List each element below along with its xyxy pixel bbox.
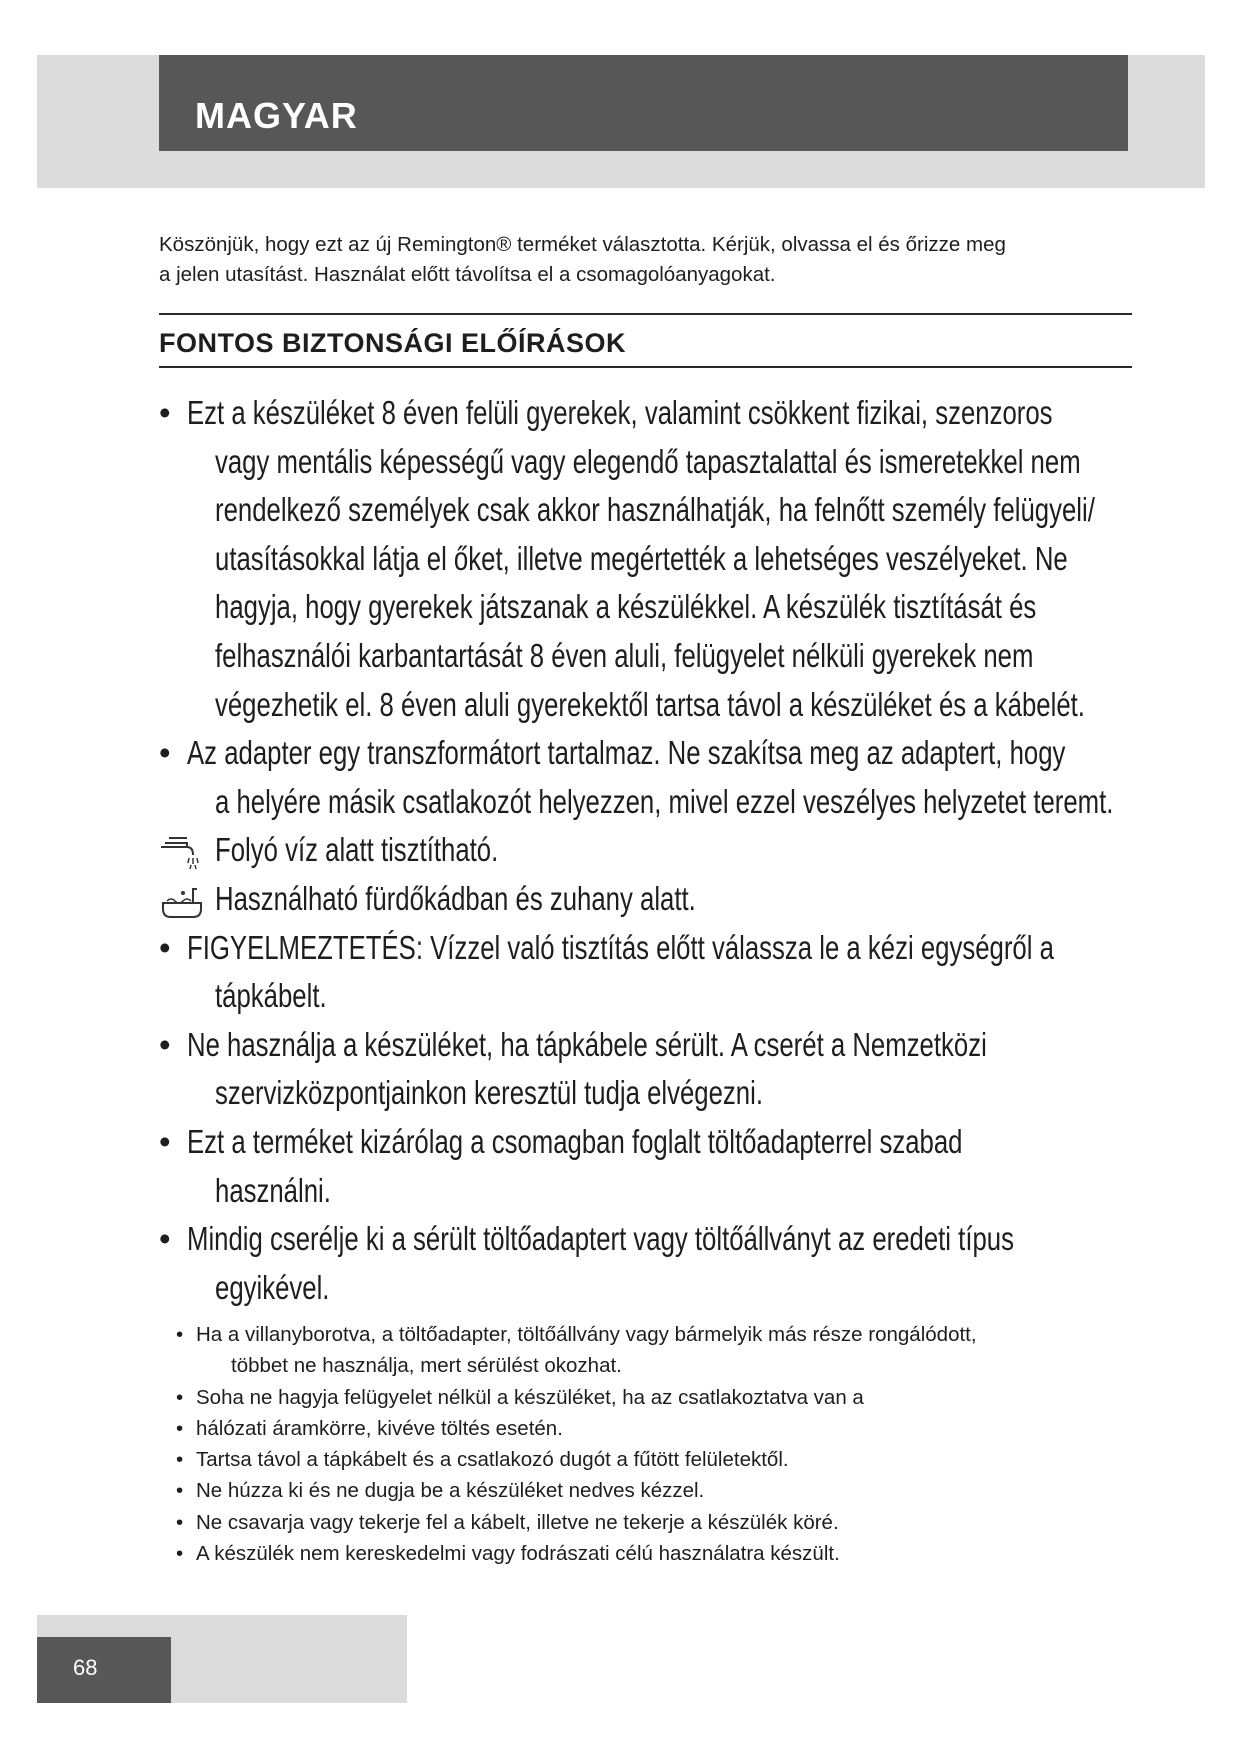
item-line: rendelkező személyek csak akkor használhatják, ha felnőtt személy felügyeli/ <box>215 491 1095 529</box>
intro-line: a jelen utasítást. Használat előtt távolítsa el a csomagolóanyagokat. <box>159 263 776 286</box>
item-line: felhasználói karbantartását 8 éven aluli, felügyelet nélküli gyerekek nem <box>215 636 1034 674</box>
page-number: 68 <box>73 1655 98 1680</box>
item-line: végezhetik el. 8 éven aluli gyerekektől tartsa távol a készüléket és a kábelét. <box>215 685 1085 723</box>
bullet: • <box>176 1416 184 1440</box>
bullet: • <box>159 734 171 772</box>
item-line: Ezt a készüléket 8 éven felüli gyerekek, valamint csökkent fizikai, szenzoros <box>187 394 1053 431</box>
item-line: FIGYELMEZTETÉS: Vízzel való tisztítás előtt válassza le a kézi egységről a <box>187 928 1054 966</box>
bullet: • <box>176 1448 184 1472</box>
item-line: Ne csavarja vagy tekerje fel a kábelt, illetve ne tekerje a készülék köré. <box>196 1510 839 1534</box>
page-number-box <box>37 1637 171 1703</box>
item-line: használni. <box>215 1171 331 1209</box>
intro-paragraph <box>159 230 1119 290</box>
item-line: hálózati áramkörre, kivéve töltés esetén. <box>196 1416 563 1440</box>
safety-item-small <box>176 1475 1136 1506</box>
safety-item-small <box>176 1444 1136 1475</box>
safety-list-small <box>176 1319 1136 1569</box>
bathtub-icon <box>159 883 207 923</box>
item-line: Az adapter egy transzformátort tartalmaz. Ne szakítsa meg az adaptert, hogy <box>187 734 1066 772</box>
bullet: • <box>176 1385 184 1409</box>
bullet: • <box>159 394 171 431</box>
safety-item <box>159 1021 1139 1118</box>
bullet: • <box>159 928 171 966</box>
item-line: hagyja, hogy gyerekek játszanak a készülékkel. A készülék tisztítását és <box>215 588 1037 626</box>
item-line: egyikével. <box>215 1268 330 1306</box>
item-line: Használható fürdőkádban és zuhany alatt. <box>215 879 696 917</box>
safety-item-small <box>176 1319 1136 1382</box>
item-line: Tartsa távol a tápkábelt és a csatlakozó dugót a fűtött felületektől. <box>196 1448 789 1472</box>
section-rule-bottom <box>159 366 1132 368</box>
safety-item <box>159 729 1139 826</box>
item-line: Ne húzza ki és ne dugja be a készüléket nedves kézzel. <box>196 1479 705 1503</box>
item-line: Ha a villanyborotva, a töltőadapter, töltőállvány vagy bármelyik más része rongálódott, <box>196 1323 977 1346</box>
item-line: szervizközpontjainkon keresztül tudja elvégezni. <box>215 1074 763 1112</box>
intro-line: Köszönjük, hogy ezt az új Remington® terméket választotta. Kérjük, olvassa el és őrizze meg <box>159 233 1006 256</box>
header-bar <box>159 55 1128 151</box>
safety-list-large <box>159 389 1139 1312</box>
section-rule-top <box>159 313 1132 315</box>
item-line: A készülék nem kereskedelmi vagy fodrászati célú használatra készült. <box>196 1542 840 1566</box>
safety-item-small <box>176 1507 1136 1538</box>
safety-item <box>159 389 1139 729</box>
safety-item-small <box>176 1382 1136 1413</box>
item-line: Mindig cserélje ki a sérült töltőadaptert vagy töltőállványt az eredeti típus <box>187 1220 1014 1258</box>
item-line: Ne használja a készüléket, ha tápkábele sérült. A cserét a Nemzetközi <box>187 1025 987 1063</box>
safety-item-small <box>176 1413 1136 1444</box>
item-line: tápkábelt. <box>215 977 327 1015</box>
item-line: vagy mentális képességű vagy elegendő tapasztalattal és ismeretekkel nem <box>215 442 1081 480</box>
bullet: • <box>159 1025 171 1063</box>
item-line: Ezt a terméket kizárólag a csomagban foglalt töltőadapterrel szabad <box>187 1122 963 1160</box>
safety-item <box>159 924 1139 1021</box>
bullet: • <box>176 1510 184 1534</box>
item-line: Soha ne hagyja felügyelet nélkül a készüléket, ha az csatlakoztatva van a <box>196 1385 864 1409</box>
section-title: FONTOS BIZTONSÁGI ELŐÍRÁSOK <box>159 328 627 358</box>
safety-item <box>159 1215 1139 1312</box>
language-title: MAGYAR <box>195 95 358 136</box>
bullet: • <box>176 1323 184 1346</box>
item-line: Folyó víz alatt tisztítható. <box>215 831 499 869</box>
safety-item-washable <box>159 826 1139 875</box>
bullet: • <box>159 1220 171 1258</box>
bullet: • <box>176 1479 184 1503</box>
safety-item-small <box>176 1538 1136 1569</box>
item-line: utasításokkal látja el őket, illetve megértették a lehetséges veszélyeket. Ne <box>215 539 1068 577</box>
faucet-icon <box>159 834 207 874</box>
bullet: • <box>159 1122 171 1160</box>
item-line: a helyére másik csatlakozót helyezzen, mivel ezzel veszélyes helyzetet teremt. <box>215 782 1114 820</box>
bullet: • <box>176 1542 184 1566</box>
safety-item-bath <box>159 875 1139 924</box>
safety-item <box>159 1118 1139 1215</box>
item-line: többet ne használja, mert sérülést okozhat. <box>231 1354 622 1378</box>
